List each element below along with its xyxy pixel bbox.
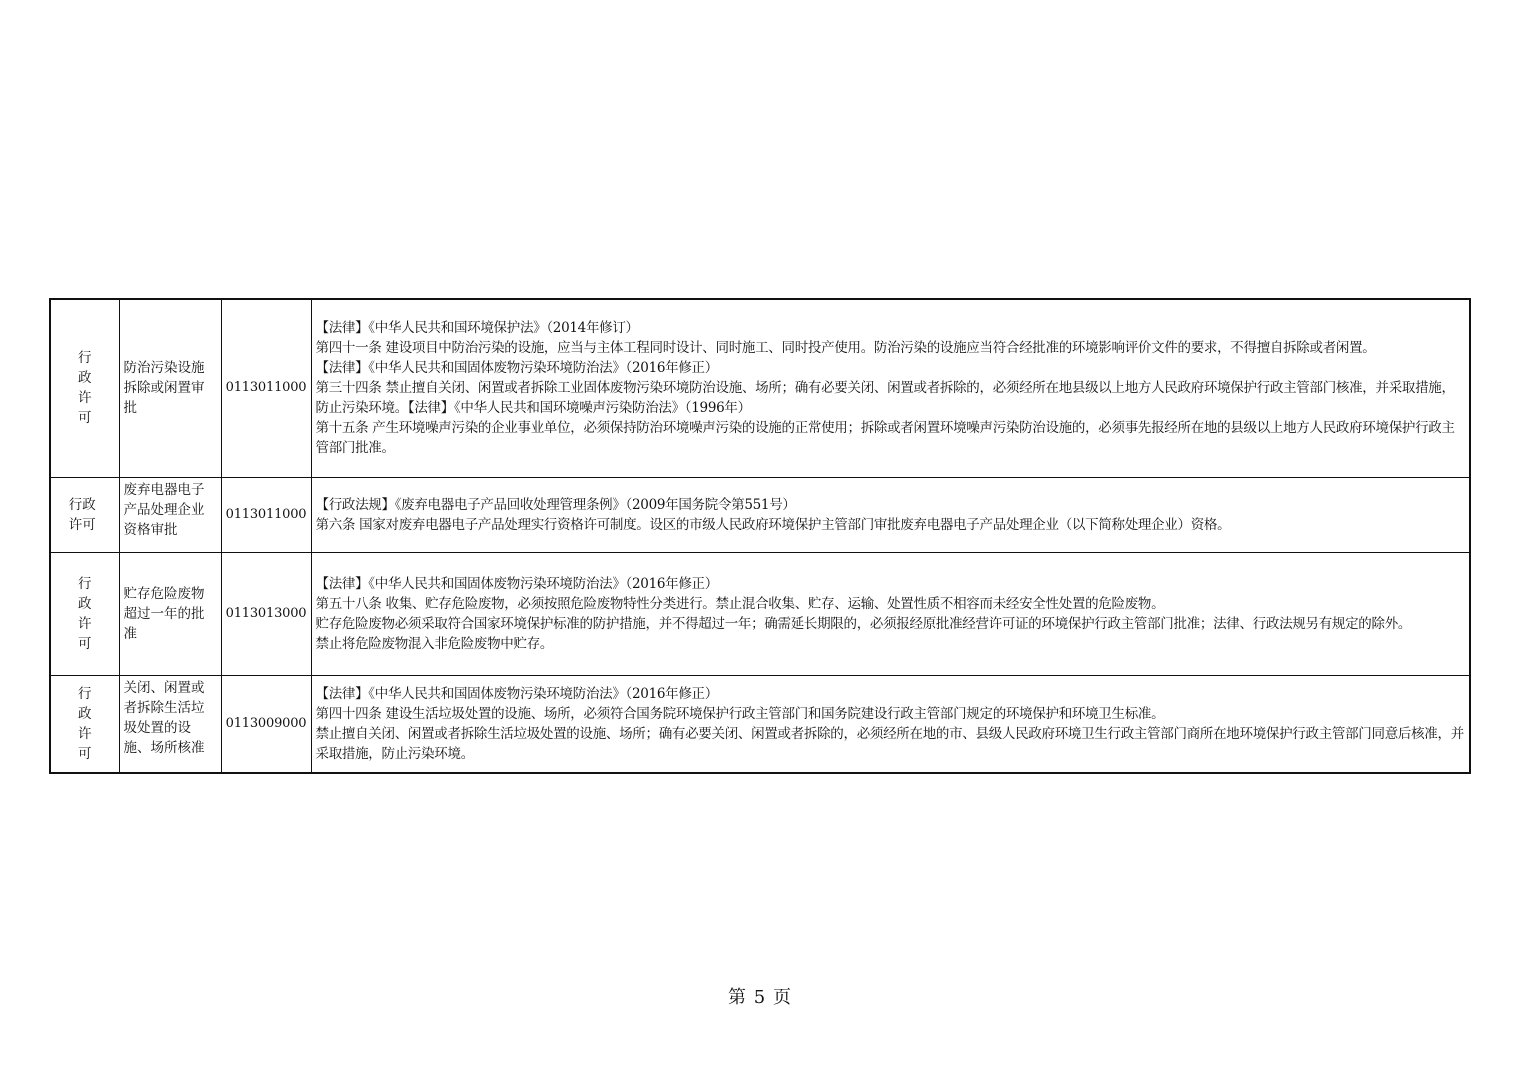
permit-name: 贮存危险废物超过一年的批准 <box>123 585 205 642</box>
legal-basis-text: 【法律】《中华人民共和国固体废物污染环境防治法》（2016年修正） 第四十四条 建设生活垃圾处置的设施、场所，必须符合国务院环境保护行政主管部门和国务院建设行政主管部门规定的环境保护和环境卫生标准。 禁止擅自关闭、闲置或者拆除生活垃圾处置的设施、场所；确有必要关闭、闲置或者拆除的，必须经所在地的市、县级人民政府环境卫生行政主管部门商所在地环境保护行政主管部门同意后核准，并采取措施，防止污染环境。 <box>315 685 1464 762</box>
permit-type-cell <box>50 552 119 675</box>
legal-basis-cell <box>311 299 1470 477</box>
legal-basis-cell <box>311 675 1470 773</box>
legal-basis-text: 【法律】《中华人民共和国环境保护法》（2014年修订） 第四十一条 建设项目中防治污染的设施，应当与主体工程同时设计、同时施工、同时投产使用。防治污染的设施应当符合经批准的环境影响评价文件的要求，不得擅自拆除或者闲置。 【法律】《中华人民共和国固体废物污染环境防治法》（2016年修正） 第三十四条 禁止擅自关闭、闲置或者拆除工业固体废物污染环境防治设施、场所；确有必要关闭、闲置或者拆除的，必须经所在地县级以上地方人民政府环境保护行政主管部门核准，并采取措施，防止污染环境。【法律】《中华人民共和国环境噪声污染防治法》（1996年） 第十五条 产生环境噪声污染的企业事业单位，必须保持防治环境噪声污染的设施的正常使用；拆除或者闲置环境噪声污染防治设施的，必须事先报经所在地的县级以上地方人民政府环境保护行政主管部门批准。 <box>315 320 1455 457</box>
legal-basis-cell <box>311 477 1470 552</box>
table-row <box>50 477 1470 552</box>
table-row <box>50 299 1470 477</box>
page-number: 第 5 页 <box>728 987 792 1008</box>
permit-code-cell <box>221 299 311 477</box>
permit-code-cell <box>221 675 311 773</box>
legal-basis-cell <box>311 552 1470 675</box>
legal-basis-text: 【行政法规】《废弃电器电子产品回收处理管理条例》（2009年国务院令第551号） 第六条 国家对废弃电器电子产品处理实行资格许可制度。设区的市级人民政府环境保护主管部门审批废弃电器电子产品处理企业（以下简称处理企业）资格。 <box>315 496 1231 533</box>
permit-code-cell <box>221 477 311 552</box>
permit-code: 0113009000 <box>225 715 307 731</box>
permit-type: 行政许可 <box>78 350 92 427</box>
permit-name-cell <box>119 477 221 552</box>
permit-code: 0113011000 <box>225 506 307 522</box>
permit-type-cell <box>50 675 119 773</box>
permit-name: 关闭、闲置或者拆除生活垃圾处置的设施、场所核准 <box>123 679 205 756</box>
permit-name-cell <box>119 299 221 477</box>
permit-name: 防治污染设施拆除或闲置审批 <box>123 360 205 417</box>
table-row <box>50 675 1470 773</box>
permit-type: 行政许可 <box>78 575 92 652</box>
permit-name: 废弃电器电子产品处理企业资格审批 <box>123 482 205 538</box>
permit-type-cell <box>50 477 119 552</box>
permit-type: 行政许可 <box>78 685 92 762</box>
permit-table <box>49 298 1471 774</box>
permit-type-cell <box>50 299 119 477</box>
permit-code: 0113013000 <box>225 605 307 621</box>
permit-type: 行政许可 <box>68 496 96 533</box>
permit-name-cell <box>119 675 221 773</box>
table-row <box>50 552 1470 675</box>
permit-code-cell <box>221 552 311 675</box>
permit-name-cell <box>119 552 221 675</box>
permit-code: 0113011000 <box>225 380 307 396</box>
legal-basis-text: 【法律】《中华人民共和国固体废物污染环境防治法》（2016年修正） 第五十八条 收集、贮存危险废物，必须按照危险废物特性分类进行。禁止混合收集、贮存、运输、处置性质不相容而未经安全性处置的危险废物。 贮存危险废物必须采取符合国家环境保护标准的防护措施，并不得超过一年；确需延长期限的，必须报经原批准经营许可证的环境保护行政主管部门批准；法律、行政法规另有规定的除外。 禁止将危险废物混入非危险废物中贮存。 <box>315 575 1412 652</box>
